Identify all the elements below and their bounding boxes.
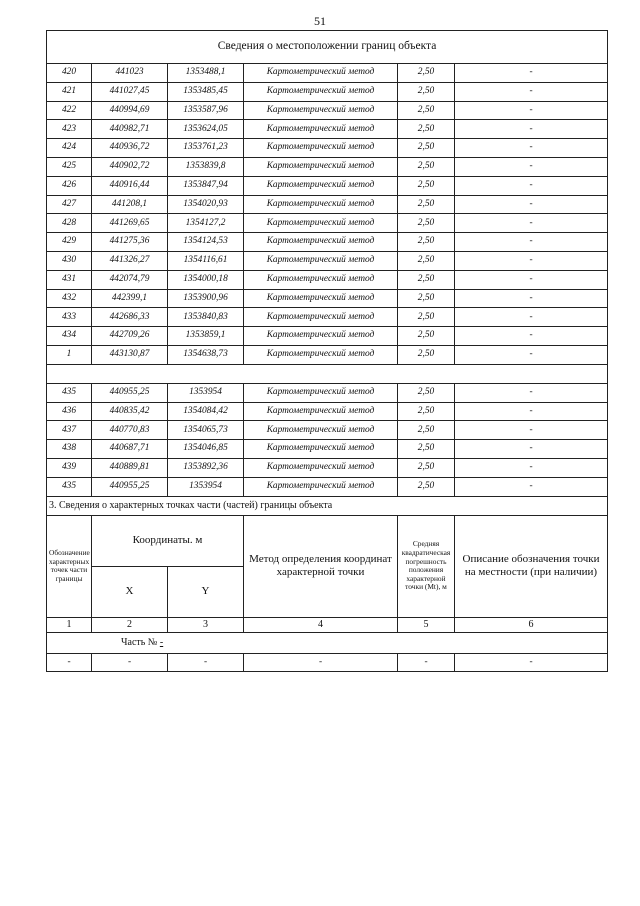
table-cell: 438 xyxy=(47,440,92,459)
table-cell: 1354000,18 xyxy=(168,270,244,289)
column-number: 3 xyxy=(168,617,244,632)
table-cell: 1353900,96 xyxy=(168,289,244,308)
table-cell: 443130,87 xyxy=(92,345,168,364)
table-row xyxy=(47,101,608,120)
table-cell: 1354638,73 xyxy=(168,345,244,364)
table-cell: 1353847,94 xyxy=(168,176,244,195)
table-cell: 1353761,23 xyxy=(168,139,244,158)
table-cell: 432 xyxy=(47,289,92,308)
table-cell: 2,50 xyxy=(398,195,455,214)
table-cell: - xyxy=(244,653,398,672)
table-cell: 1354116,61 xyxy=(168,251,244,270)
table-cell: 2,50 xyxy=(398,233,455,252)
table-cell: - xyxy=(455,345,608,364)
table-cell: 1353954 xyxy=(168,383,244,402)
table-cell: - xyxy=(455,176,608,195)
table-cell: 2,50 xyxy=(398,477,455,496)
table-cell: 440955,25 xyxy=(92,477,168,496)
table-cell: Картометрический метод xyxy=(244,139,398,158)
table-cell: 426 xyxy=(47,176,92,195)
separator-row xyxy=(47,364,608,383)
table-cell: Картометрический метод xyxy=(244,421,398,440)
header-coords: Координаты. м xyxy=(92,515,244,566)
table-cell: 422 xyxy=(47,101,92,120)
table-cell: 2,50 xyxy=(398,289,455,308)
table-row xyxy=(47,157,608,176)
table-cell: Картометрический метод xyxy=(244,440,398,459)
table-cell: 2,50 xyxy=(398,383,455,402)
table-row xyxy=(47,308,608,327)
table-cell: 2,50 xyxy=(398,82,455,101)
boundary-table xyxy=(46,30,608,672)
table-cell: 439 xyxy=(47,458,92,477)
table-row xyxy=(47,477,608,496)
table-cell: 440889,81 xyxy=(92,458,168,477)
table-cell: - xyxy=(455,101,608,120)
table-cell: - xyxy=(455,233,608,252)
table-cell: 434 xyxy=(47,327,92,346)
table-cell: 435 xyxy=(47,383,92,402)
table-cell: - xyxy=(455,120,608,139)
table-cell: 2,50 xyxy=(398,64,455,83)
column-number: 6 xyxy=(455,617,608,632)
table-cell: 1354084,42 xyxy=(168,402,244,421)
table-cell: 437 xyxy=(47,421,92,440)
table-cell: 442709,26 xyxy=(92,327,168,346)
table-row xyxy=(47,120,608,139)
table-cell: - xyxy=(455,289,608,308)
table-cell: - xyxy=(455,477,608,496)
table-row xyxy=(47,327,608,346)
table-cell: 425 xyxy=(47,157,92,176)
table-cell: 440916,44 xyxy=(92,176,168,195)
table-cell: 1353485,45 xyxy=(168,82,244,101)
table-cell: Картометрический метод xyxy=(244,195,398,214)
table-row xyxy=(47,458,608,477)
header-accuracy: Средняя квадратическая погрешность положения характерной точки (Mt), м xyxy=(398,515,455,617)
table-cell: Картометрический метод xyxy=(244,308,398,327)
table-row xyxy=(47,214,608,233)
table-cell: Картометрический метод xyxy=(244,270,398,289)
table-cell: 1354127,2 xyxy=(168,214,244,233)
table-cell: - xyxy=(455,82,608,101)
table-cell: 440835,42 xyxy=(92,402,168,421)
table-cell: 441027,45 xyxy=(92,82,168,101)
table-cell: 1354046,85 xyxy=(168,440,244,459)
table-cell: 2,50 xyxy=(398,308,455,327)
table-cell: 441326,27 xyxy=(92,251,168,270)
table-cell: Картометрический метод xyxy=(244,383,398,402)
table-cell: 2,50 xyxy=(398,458,455,477)
table-cell: 436 xyxy=(47,402,92,421)
table-cell: 441269,65 xyxy=(92,214,168,233)
table-row xyxy=(47,195,608,214)
table-cell: 440982,71 xyxy=(92,120,168,139)
empty-data-row xyxy=(47,653,608,672)
section-title: Сведения о местоположении границ объекта xyxy=(47,31,608,64)
table-row xyxy=(47,383,608,402)
table-cell: 1353624,05 xyxy=(168,120,244,139)
table-cell: 440687,71 xyxy=(92,440,168,459)
table-cell: Картометрический метод xyxy=(244,345,398,364)
table-cell: 1354020,93 xyxy=(168,195,244,214)
table-cell: 2,50 xyxy=(398,101,455,120)
header-x: X xyxy=(92,566,168,617)
table-cell: 421 xyxy=(47,82,92,101)
table-cell: 440936,72 xyxy=(92,139,168,158)
table-row xyxy=(47,176,608,195)
table-cell: - xyxy=(455,251,608,270)
table-cell: 2,50 xyxy=(398,270,455,289)
table-cell: - xyxy=(455,440,608,459)
table-cell: 424 xyxy=(47,139,92,158)
header-y: Y xyxy=(168,566,244,617)
table-cell: - xyxy=(455,402,608,421)
table-cell: Картометрический метод xyxy=(244,289,398,308)
table-cell: 2,50 xyxy=(398,139,455,158)
table-cell: 430 xyxy=(47,251,92,270)
table-cell: 1354124,53 xyxy=(168,233,244,252)
table-cell: 440770,83 xyxy=(92,421,168,440)
table-cell: 420 xyxy=(47,64,92,83)
table-cell: - xyxy=(455,653,608,672)
table-cell: Картометрический метод xyxy=(244,251,398,270)
table-row xyxy=(47,139,608,158)
column-number: 5 xyxy=(398,617,455,632)
column-number: 1 xyxy=(47,617,92,632)
table-cell: 2,50 xyxy=(398,176,455,195)
table-cell: 1354065,73 xyxy=(168,421,244,440)
table-cell: Картометрический метод xyxy=(244,214,398,233)
table-cell: Картометрический метод xyxy=(244,458,398,477)
table-cell: Картометрический метод xyxy=(244,82,398,101)
table-cell: - xyxy=(455,64,608,83)
table-cell: 428 xyxy=(47,214,92,233)
page-number: 51 xyxy=(314,14,326,28)
table-cell: 2,50 xyxy=(398,327,455,346)
header-method: Метод определения координат характерной точки xyxy=(244,515,398,617)
column-numbers-row xyxy=(47,617,608,632)
table-cell: - xyxy=(47,653,92,672)
table-cell: 2,50 xyxy=(398,440,455,459)
table-cell: Картометрический метод xyxy=(244,101,398,120)
table-cell: - xyxy=(455,421,608,440)
table-cell: - xyxy=(455,308,608,327)
table-row xyxy=(47,289,608,308)
table-row xyxy=(47,64,608,83)
table-cell: 1353892,36 xyxy=(168,458,244,477)
table-row xyxy=(47,421,608,440)
table-cell: 441275,36 xyxy=(92,233,168,252)
table-cell: - xyxy=(92,653,168,672)
table-cell: 441023 xyxy=(92,64,168,83)
table-cell: 441208,1 xyxy=(92,195,168,214)
table-cell: 1353839,8 xyxy=(168,157,244,176)
table-cell: Картометрический метод xyxy=(244,120,398,139)
table-cell: 442399,1 xyxy=(92,289,168,308)
table-cell: - xyxy=(455,214,608,233)
table-cell: Картометрический метод xyxy=(244,477,398,496)
table-cell: 2,50 xyxy=(398,421,455,440)
table-cell: 440955,25 xyxy=(92,383,168,402)
column-number: 2 xyxy=(92,617,168,632)
table-cell: - xyxy=(455,327,608,346)
table-cell: - xyxy=(455,270,608,289)
table-row xyxy=(47,345,608,364)
table-cell: - xyxy=(455,195,608,214)
part-label-row xyxy=(47,632,608,653)
table-cell: 442074,79 xyxy=(92,270,168,289)
table-row xyxy=(47,270,608,289)
table-cell: 1353954 xyxy=(168,477,244,496)
table-cell: 429 xyxy=(47,233,92,252)
table-cell: 2,50 xyxy=(398,251,455,270)
table-cell: 435 xyxy=(47,477,92,496)
table-cell: 1 xyxy=(47,345,92,364)
table-row xyxy=(47,402,608,421)
table-cell: 427 xyxy=(47,195,92,214)
table-cell: 423 xyxy=(47,120,92,139)
table-cell: 440902,72 xyxy=(92,157,168,176)
table-cell: 2,50 xyxy=(398,402,455,421)
table-cell: Картометрический метод xyxy=(244,327,398,346)
table-cell: 433 xyxy=(47,308,92,327)
table-cell: - xyxy=(455,383,608,402)
table-cell: Картометрический метод xyxy=(244,233,398,252)
section3-title: 3. Сведения о характерных точках части (частей) границы объекта xyxy=(47,496,608,515)
table-cell: - xyxy=(398,653,455,672)
table-cell: 2,50 xyxy=(398,157,455,176)
table-cell: - xyxy=(168,653,244,672)
table-row xyxy=(47,233,608,252)
table-cell: Картометрический метод xyxy=(244,64,398,83)
table-row xyxy=(47,82,608,101)
header-description: Описание обозначения точки на местности (при наличии) xyxy=(455,515,608,617)
table-cell: 1353587,96 xyxy=(168,101,244,120)
table-cell: Картометрический метод xyxy=(244,157,398,176)
table-cell: 1353488,1 xyxy=(168,64,244,83)
table-cell: - xyxy=(455,157,608,176)
table-row xyxy=(47,440,608,459)
table-cell: Картометрический метод xyxy=(244,176,398,195)
table-cell: 431 xyxy=(47,270,92,289)
table-cell: 2,50 xyxy=(398,214,455,233)
table-cell: - xyxy=(455,458,608,477)
table-cell: Картометрический метод xyxy=(244,402,398,421)
table-cell: 2,50 xyxy=(398,120,455,139)
table-cell: - xyxy=(455,139,608,158)
table-row xyxy=(47,251,608,270)
header-designation: Обозначение характерных точек части границы xyxy=(47,515,92,617)
table-cell: 440994,69 xyxy=(92,101,168,120)
part-value: - xyxy=(159,636,164,648)
table-body xyxy=(47,31,608,672)
table-cell: 1353859,1 xyxy=(168,327,244,346)
column-number: 4 xyxy=(244,617,398,632)
table-cell: 1353840,83 xyxy=(168,308,244,327)
part-label: Часть № xyxy=(121,636,158,648)
table-cell: 2,50 xyxy=(398,345,455,364)
table-cell: 442686,33 xyxy=(92,308,168,327)
